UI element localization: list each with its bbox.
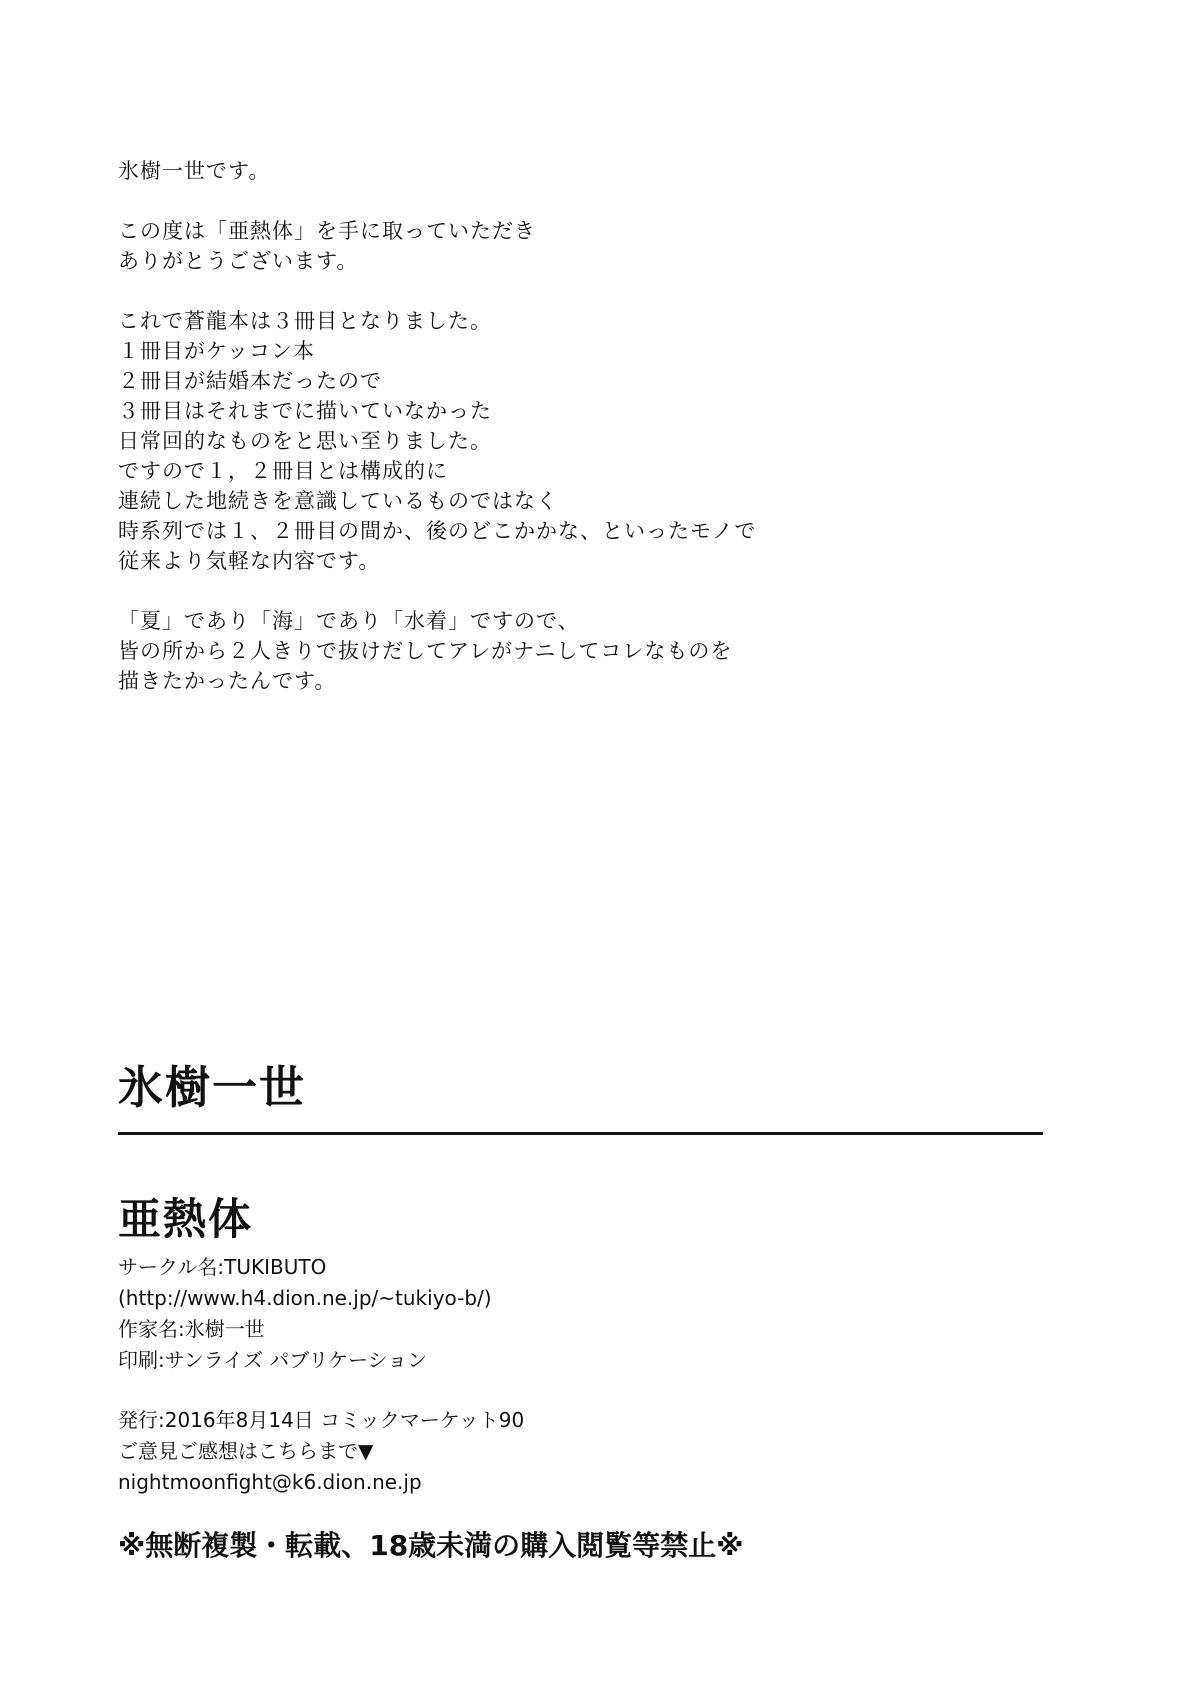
afterword-line: １冊目がケッコン本 [118,339,315,363]
feedback-label: ご意見ご感想はこちらまで▼ [118,1439,374,1463]
afterword-line: 日常回的なものをと思い至りました。 [118,429,492,453]
circle-url: (http://www.h4.dion.ne.jp/~tukiyo-b/) [118,1286,492,1310]
afterword-line: ３冊目はそれまでに描いていなかった [118,399,492,423]
afterword-line: 皆の所から２人きりで抜けだしてアレがナニしてコレなものを [118,639,733,663]
afterword-line: ２冊目が結婚本だったので [118,369,382,393]
divider-rule [118,1132,1043,1135]
paragraph-gap [118,1376,1018,1405]
paragraph-gap [118,576,1018,606]
afterword-line: ですので１，２冊目とは構成的に [118,459,448,483]
afterword [118,156,1018,696]
book-title: 亜熱体 [118,1195,253,1245]
afterword-line: この度は「亜熱体」を手に取っていただき [118,219,536,243]
author-heading: 氷樹一世 [118,1061,307,1114]
circle-name: サークル名:TUKIBUTO [118,1255,327,1279]
printer-name: 印刷:サンライズ パブリケーション [118,1348,428,1372]
afterword-line: これで蒼龍本は３冊目となりました。 [118,309,492,333]
afterword-greeting: 氷樹一世です。 [118,159,271,183]
afterword-line: 従来より気軽な内容です。 [118,549,381,573]
afterword-line: 描きたかったんです。 [118,669,337,693]
contact-email: nightmoonfight@k6.dion.ne.jp [118,1470,422,1494]
afterword-line: ありがとうございます。 [118,249,359,273]
copyright-notice: ※無断複製・転載、18歳未満の購入閲覧等禁止※ [118,1529,744,1562]
afterword-line: 「夏」であり「海」であり「水着」ですので、 [118,609,580,633]
colophon-info [118,1252,1018,1498]
afterword-line: 連続した地続きを意識しているものではなく [118,489,558,513]
afterword-line: 時系列では１、２冊目の間か、後のどこかかな、といったモノで [118,519,757,543]
author-name: 作家名:氷樹一世 [118,1317,265,1341]
paragraph-gap [118,186,1018,216]
paragraph-gap [118,276,1018,306]
publication-date: 発行:2016年8月14日 コミックマーケット90 [118,1408,525,1432]
